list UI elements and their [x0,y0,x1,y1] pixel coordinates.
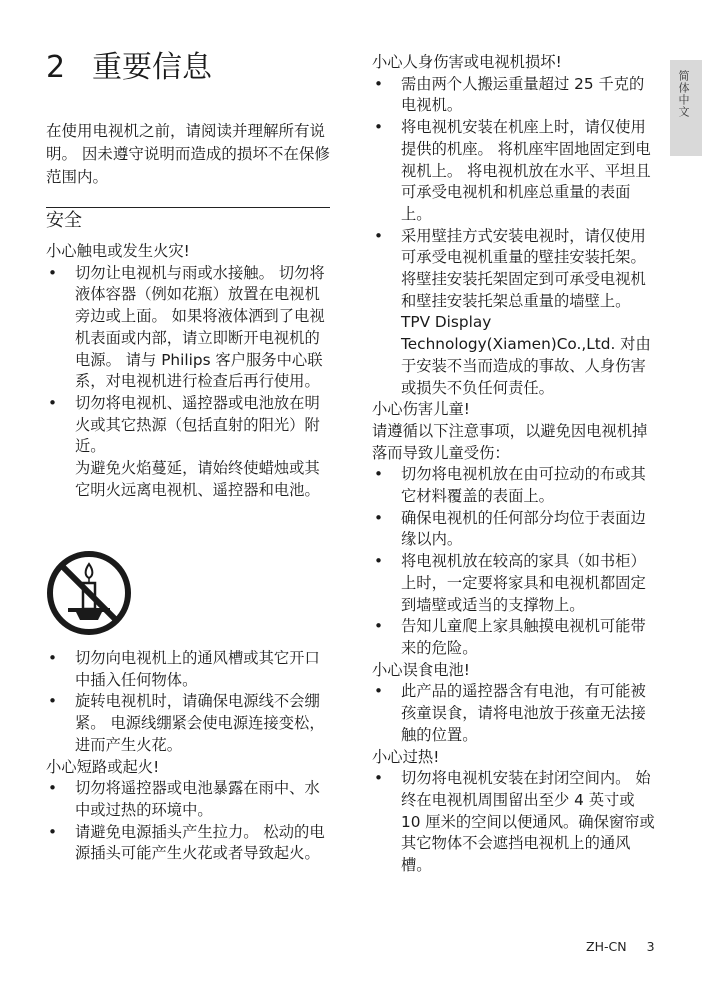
list-item-text: TPV Display Technology(Xiamen)Co.,Ltd. 对由于安装不当而造成的事故、人身伤害或损失不负任何责任。 [401,313,651,397]
list-item-text: 旋转电视机时，请确保电源线不会绷紧。 电源线绷紧会使电源连接变松，进而产生火花。 [75,692,325,754]
page-number: 3 [646,939,655,954]
child-heading: 小心伤害儿童! [372,400,470,419]
chapter-title: 重要信息 [92,50,212,85]
chapter-heading [46,48,212,88]
chapter-number: 2 [46,50,66,85]
list-item-text: 切勿让电视机与雨或水接触。 切勿将液体容器（例如花瓶）放置在电视机旁边或上面。 如果将液体洒到了电视机表面或内部，请立即断开电视机的电源。 请与 Philips 客户服务中心联系，对电视机进行检查后再行使用。 [75,263,325,391]
list-item-text: 请避免电源插头产生拉力。 松动的电源插头可能产生火花或者导致起火。 [75,822,325,863]
list-item-text: 切勿向电视机上的通风槽或其它开口中插入任何物体。 [75,649,320,689]
list-item: • 切勿将遥控器或电池暴露在雨中、水中或过热的环境中。 [46,778,330,821]
fire-continued-block [46,648,330,865]
list-item-text: 切勿将电视机安装在封闭空间内。 始终在电视机周围留出至少 4 英寸或 10 厘米的空间以便通风。确保窗帘或其它物体不会遮挡电视机上的通风槽。 [401,769,655,875]
battery-list [372,681,658,746]
list-item-text: 需由两个人搬运重量超过 25 千克的电视机。 [401,74,645,115]
list-item: • 此产品的遥控器含有电池，有可能被孩童误食，请将电池放于孩童无法接触的位置。 [372,681,658,746]
fire-list [46,263,330,502]
fire-list-2 [46,648,330,757]
list-item: • 将电视机放在较高的家具（如书柜）上时，一定要将家具和电视机都固定到墙壁或适当的支撑物上。 [372,551,658,616]
list-item-text: 确保电视机的任何部分均位于表面边缘以内。 [401,508,646,549]
list-item-text: 将电视机安装在机座上时，请仅使用提供的机座。 将机座牢固地固定到电视机上。 将电视机放在水平、平坦且可承受电视机和机座总重量的表面上。 [401,118,651,223]
intro-paragraph: 在使用电视机之前，请阅读并理解所有说明。 因未遵守说明而造成的损坏不在保修范围内。 [46,122,330,186]
list-item: • 告知儿童爬上家具触摸电视机可能带来的危险。 [372,616,658,659]
list-item-text: 此产品的遥控器含有电池，有可能被孩童误食，请将电池放于孩童无法接触的位置。 [401,682,646,744]
child-list [372,464,658,659]
list-item-text: 为避免火焰蔓延，请始终使蜡烛或其它明火远离电视机、遥控器和电池。 [75,459,320,499]
footer-language: ZH-CN [586,939,627,954]
page-footer [586,939,655,954]
list-item-text: 切勿将遥控器或电池暴露在雨中、水中或过热的环境中。 [75,779,320,819]
list-item: • 切勿让电视机与雨或水接触。 切勿将液体容器（例如花瓶）放置在电视机旁边或上面。 如果将液体洒到了电视机表面或内部，请立即断开电视机的电源。 请与 Philips 客户服务中心联系，对电视机进行检查后再行使用。 [46,263,330,393]
list-item-text: 将电视机放在较高的家具（如书柜）上时，一定要将家具和电视机都固定到墙壁或适当的支撑物上。 [401,552,646,614]
short-circuit-heading: 小心短路或起火! [46,757,160,776]
list-item-text: 切勿将电视机放在由可拉动的布或其它材料覆盖的表面上。 [401,465,646,506]
fire-warning-block [46,241,330,501]
list-item-text: 采用壁挂方式安装电视时，请仅使用可承受电视机重量的壁挂安装托架。将壁挂安装托架固定到可承受电视机和壁挂安装托架总重量的墙壁上。 [401,226,646,310]
fire-heading: 小心触电或发生火灾! [46,242,190,260]
list-item-text: 切勿将电视机、遥控器或电池放在明火或其它热源（包括直射的阳光）附近。 [75,393,320,456]
section-title: 安全 [46,207,330,233]
short-circuit-list [46,778,330,865]
battery-heading: 小心误食电池! [372,660,470,679]
language-tab-label: 简体中文 [677,70,690,118]
child-intro: 请遵循以下注意事项，以避免因电视机掉落而导致儿童受伤： [372,421,648,462]
list-item: • 旋转电视机时，请确保电源线不会绷紧。 电源线绷紧会使电源连接变松，进而产生火花。 [46,691,330,756]
language-tab [670,60,702,156]
injury-list [372,74,658,400]
no-open-flame-icon [46,550,132,636]
injury-heading: 小心人身伤害或电视机损坏! [372,53,562,71]
list-item: • 切勿将电视机放在由可拉动的布或其它材料覆盖的表面上。 [372,464,658,507]
list-item-text: 告知儿童爬上家具触摸电视机可能带来的危险。 [401,617,646,657]
list-item: • 切勿将电视机、遥控器或电池放在明火或其它热源（包括直射的阳光）附近。 为避免火焰蔓延，请始终使蜡烛或其它明火远离电视机、遥控器和电池。 [46,393,330,502]
list-item: • 切勿将电视机安装在封闭空间内。 始终在电视机周围留出至少 4 英寸或 10 厘米的空间以便通风。确保窗帘或其它物体不会遮挡电视机上的通风槽。 [372,768,658,877]
list-item: • 需由两个人搬运重量超过 25 千克的电视机。 [372,74,658,117]
right-flow [372,52,658,877]
list-item: • 确保电视机的任何部分均位于表面边缘以内。 [372,508,658,551]
list-item: • 切勿向电视机上的通风槽或其它开口中插入任何物体。 [46,648,330,691]
overheat-list [372,768,658,877]
list-item: • 请避免电源插头产生拉力。 松动的电源插头可能产生火花或者导致起火。 [46,822,330,865]
list-item: • 采用壁挂方式安装电视时，请仅使用可承受电视机重量的壁挂安装托架。将壁挂安装托架固定到可承受电视机和壁挂安装托架总重量的墙壁上。 TPV Display Technology(Xiamen)Co.,Ltd. 对由于安装不当而造成的事故、人身伤害或损失不负任何责任。 [372,226,658,400]
overheat-heading: 小心过热! [372,747,440,766]
list-item: • 将电视机安装在机座上时，请仅使用提供的机座。 将机座牢固地固定到电视机上。 将电视机放在水平、平坦且可承受电视机和机座总重量的表面上。 [372,117,658,226]
